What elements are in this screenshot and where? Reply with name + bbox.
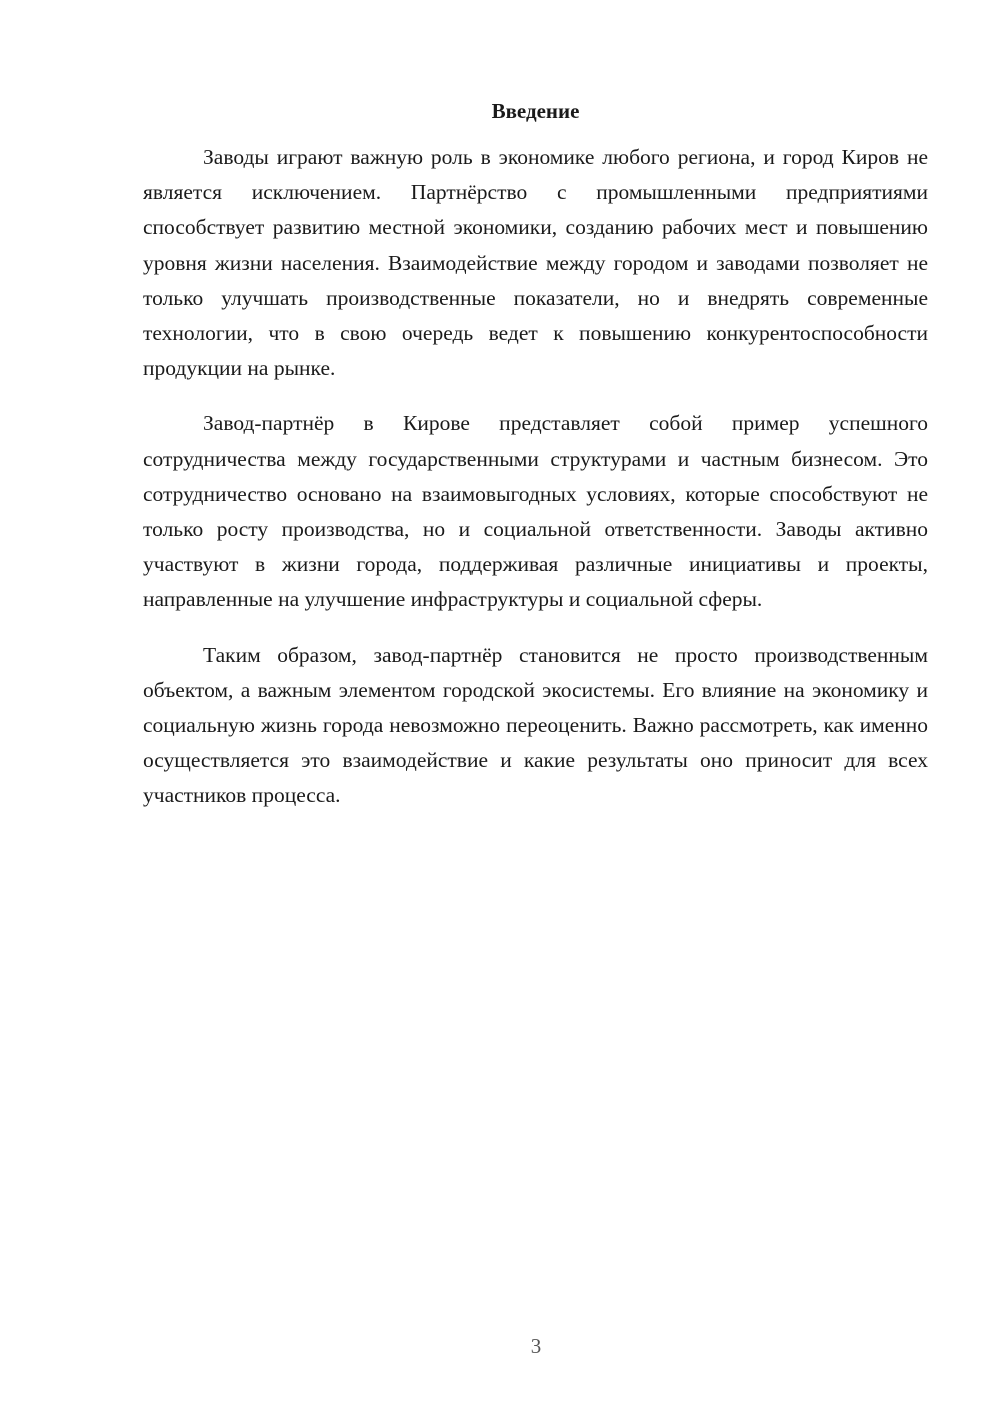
section-title: Введение xyxy=(491,99,580,123)
paragraph-2: Завод-партнёр в Кирове представляет собой пример успешного сотрудничества между государственными структурами и частным бизнесом. Это сотрудничество основано на взаимовыгодных условиях, которые способствуют не только росту производства, но и социальной ответственности. Заводы активно участвуют в жизни города, поддерживая различные инициативы и проекты, направленные на улучшение инфраструктуры и социальной сферы. xyxy=(143,411,928,612)
paragraph-1: Заводы играют важную роль в экономике любого региона, и город Киров не является исключением. Партнёрство с промышленными предприятиями способствует развитию местной экономики, созданию рабочих мест и повышению уровня жизни населения. Взаимодействие между городом и заводами позволяет не только улучшать производственные показатели, но и внедрять современные технологии, что в свою очередь ведет к повышению конкурентоспособности продукции на рынке. xyxy=(143,145,928,381)
page-number: 3 xyxy=(530,1334,542,1358)
paragraph-3: Таким образом, завод-партнёр становится не просто производственным объектом, а важным элементом городской экосистемы. Его влияние на экономику и социальную жизнь города невозможно переоценить. Важно рассмотреть, как именно осуществляется это взаимодействие и какие результаты оно приносит для всех участников процесса. xyxy=(143,642,928,808)
body-text xyxy=(143,140,928,834)
